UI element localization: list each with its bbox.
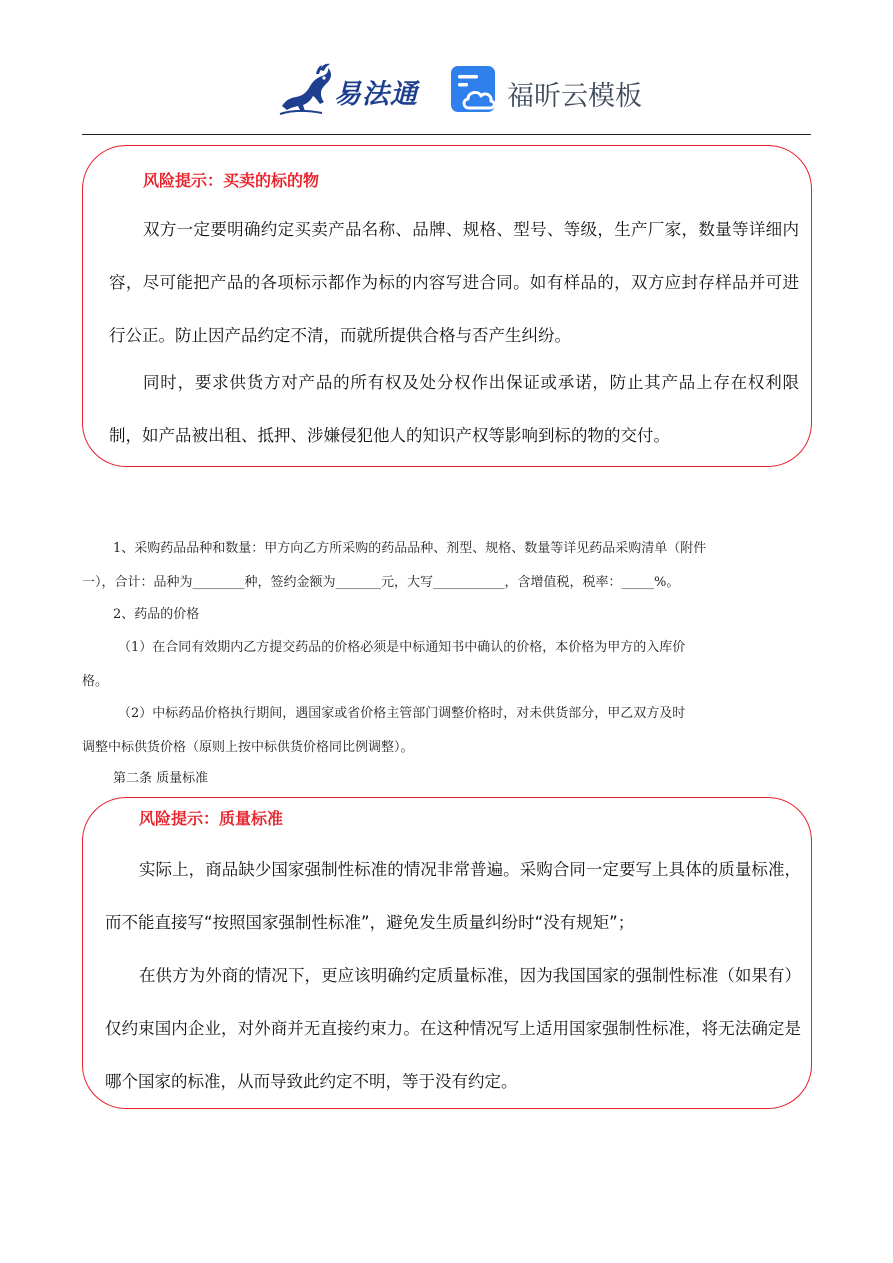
risk-notice-paragraph: 双方一定要明确约定买卖产品名称、品牌、规格、型号、等级，生产厂家，数量等详细内容，尽可能把产品的各项标示都作为标的内容写进合同。如有样品的，双方应封存样品并可进行公正。防止因产品约定不清，而就所提供合格与否产生纠纷。 xyxy=(109,220,799,345)
contract-heading-price: 2、药品的价格 xyxy=(113,607,200,622)
contract-clause-price-2-cont: 调整中标供货价格（原则上按中标供货价格同比例调整）。 xyxy=(82,740,414,755)
contract-clause-price-1: （1）在合同有效期内乙方提交药品的价格必须是中标通知书中确认的价格，本价格为甲方的入库价 xyxy=(118,640,686,655)
header-divider xyxy=(82,134,811,135)
contract-clause-totals: 一），合计：品种为________种，签约金额为_______元，大写___________，含增值税，税率：_____%。 xyxy=(82,575,680,590)
contract-clause-price-2: （2）中标药品价格执行期间，遇国家或省价格主管部门调整价格时，对未供货部分，甲乙双方及时 xyxy=(118,706,686,721)
risk-notice-box-quality xyxy=(82,797,812,1109)
contract-article-quality: 第二条 质量标准 xyxy=(113,771,209,786)
yifatong-logo xyxy=(276,60,426,116)
risk-notice-paragraph: 同时，要求供货方对产品的所有权及处分权作出保证或承诺，防止其产品上存在权利限制，如产品被出租、抵押、涉嫌侵犯他人的知识产权等影响到标的物的交付。 xyxy=(109,373,799,445)
risk-notice-paragraph: 实际上，商品缺少国家强制性标准的情况非常普遍。采购合同一定要写上具体的质量标准，而不能直接写“按照国家强制性标准”，避免发生质量纠纷时“没有规矩”； xyxy=(105,860,801,932)
fuxin-brand-name: 福昕云模板 xyxy=(507,81,642,112)
fuxin-logo xyxy=(449,64,649,116)
contract-clause-price-1-cont: 格。 xyxy=(82,674,109,689)
risk-notice-title: 风险提示：买卖的标的物 xyxy=(143,171,320,190)
cloud-document-icon xyxy=(449,64,499,114)
risk-notice-title: 风险提示：质量标准 xyxy=(139,809,284,828)
contract-clause-purchase-variety: 1、采购药品品种和数量：甲方向乙方所采购的药品品种、剂型、规格、数量等详见药品采购清单（附件 xyxy=(113,541,707,556)
risk-notice-box-subject-matter xyxy=(82,145,812,467)
yifatong-brand-name: 易法通 xyxy=(334,79,418,110)
page-header xyxy=(0,56,893,126)
qilin-logo-icon xyxy=(276,60,336,118)
risk-notice-paragraph: 在供方为外商的情况下，更应该明确约定质量标准，因为我国国家的强制性标准（如果有）仅约束国内企业，对外商并无直接约束力。在这种情况写上适用国家强制性标准，将无法确定是哪个国家的标准，从而导致此约定不明，等于没有约定。 xyxy=(105,966,801,1091)
